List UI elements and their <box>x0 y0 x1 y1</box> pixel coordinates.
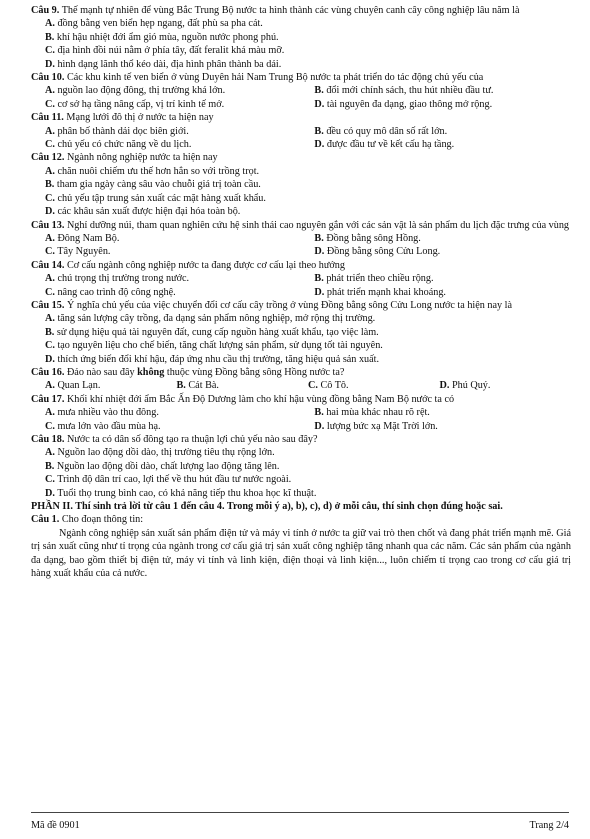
option-d: D. tài nguyên đa dạng, giao thông mở rộng. <box>314 98 493 110</box>
question-number: Câu 14. <box>31 259 65 271</box>
question-number: Câu 18. <box>31 434 65 445</box>
option-d: D. Đồng bằng sông Cửu Long. <box>314 246 441 258</box>
question-text-end: thuộc vùng Đồng bằng sông Hồng nước ta? <box>164 366 345 378</box>
page-number: Trang 2/4 <box>529 820 569 831</box>
page-footer <box>31 812 569 832</box>
option-c: C. Tây Nguyên. <box>45 246 111 258</box>
option-a: A. phân bố thành dải dọc biên giới. <box>45 125 189 137</box>
question-9 <box>31 4 571 71</box>
option-c: C. mưa lớn vào đầu mùa hạ. <box>45 420 161 432</box>
option-c: C. tạo nguyên liệu cho chế biến, tăng chất lượng sản phẩm, sử dụng tốt tài nguyên. <box>45 340 383 352</box>
question-text: Ngành nông nghiệp nước ta hiện nay <box>66 152 218 164</box>
question-text: Các khu kinh tế ven biển ở vùng Duyên hải Nam Trung Bộ nước ta phát triển do tác động chủ yếu của <box>66 72 484 84</box>
option-d: D. Phú Quý. <box>439 380 491 392</box>
option-b: B. khí hậu nhiệt đới ẩm gió mùa, nguồn nước phong phú. <box>45 31 279 43</box>
option-d: D. các khâu sản xuất được hiện đại hóa toàn bộ. <box>45 206 241 218</box>
option-b: B. tham gia ngày càng sâu vào chuỗi giá trị toàn cầu. <box>45 179 261 191</box>
exam-page <box>31 4 571 580</box>
option-a: A. Đông Nam Bộ. <box>45 232 120 244</box>
option-c: C. Cô Tô. <box>308 380 349 392</box>
question-10 <box>31 71 571 111</box>
question-text: Cho đoạn thông tin: <box>61 514 144 526</box>
part-2-heading: PHẦN II. Thí sinh trả lời từ câu 1 đến câu 4. Trong mỗi ý a), b), c), d) ở mỗi câu, thí sinh chọn đúng hoặc sai. <box>31 501 503 513</box>
option-c: C. chủ yếu có chức năng về du lịch. <box>45 139 192 151</box>
question-number: Câu 10. <box>31 72 65 84</box>
option-a: A. mưa nhiều vào thu đông. <box>45 407 159 419</box>
question-18 <box>31 433 571 500</box>
question-text: Cơ cấu ngành công nghiệp nước ta đang được cơ cấu lại theo hướng <box>66 259 345 271</box>
option-b: B. đều có quy mô dân số rất lớn. <box>314 125 448 137</box>
option-d: D. hình dạng lãnh thổ kéo dài, địa hình phân thành ba dải. <box>45 58 282 70</box>
question-text: Đảo nào sau đây <box>66 366 138 378</box>
option-c: C. cơ sở hạ tầng nâng cấp, vị trí kinh tế mở. <box>45 98 225 110</box>
option-d: D. được đầu tư về kết cấu hạ tầng. <box>314 139 455 151</box>
question-number: Câu 13. <box>31 219 65 231</box>
option-c: C. nâng cao trình độ công nghệ. <box>45 286 176 298</box>
option-b: B. đổi mới chính sách, thu hút nhiều đầu tư. <box>314 85 494 97</box>
option-a: A. chú trọng thị trường trong nước. <box>45 273 190 285</box>
option-b: B. Cát Bà. <box>176 380 219 392</box>
question-15 <box>31 299 571 366</box>
option-b: B. Đồng bằng sông Hồng. <box>314 232 421 244</box>
option-b: B. Nguồn lao động dồi dào, chất lượng lao động tăng lên. <box>45 460 280 472</box>
option-b: B. phát triển theo chiều rộng. <box>314 273 434 285</box>
option-a: A. Quan Lạn. <box>45 380 101 392</box>
option-d: D. thích ứng biến đổi khí hậu, đáp ứng nhu cầu thị trường, tăng hiệu quả sản xuất. <box>45 353 380 365</box>
option-a: A. đồng bằng ven biển hẹp ngang, đất phù sa pha cát. <box>45 18 263 30</box>
option-a: A. tăng sản lượng cây trồng, đa dạng sản phẩm nông nghiệp, mở rộng thị trường. <box>45 313 376 325</box>
part-2-question-1 <box>31 513 571 526</box>
emphasis-word: không <box>137 366 165 378</box>
question-number: Câu 9. <box>31 5 60 16</box>
question-16 <box>31 366 571 393</box>
option-d: D. lượng bức xạ Mặt Trời lớn. <box>314 420 438 432</box>
option-d: D. phát triển mạnh khai khoáng. <box>314 286 446 298</box>
exam-code: Mã đề 0901 <box>31 820 80 831</box>
question-number: Câu 16. <box>31 366 65 378</box>
question-11 <box>31 111 571 151</box>
question-number: Câu 17. <box>31 393 65 405</box>
question-text: Mạng lưới đô thị ở nước ta hiện nay <box>66 112 214 124</box>
option-c: C. Trình độ dân trí cao, lợi thế về thu hút đầu tư nước ngoài. <box>45 474 292 486</box>
option-c: C. chủ yếu tập trung sản xuất các mặt hàng xuất khẩu. <box>45 192 266 204</box>
question-14 <box>31 259 571 299</box>
option-a: A. Nguồn lao động dồi dào, thị trường tiêu thụ rộng lớn. <box>45 447 275 459</box>
info-paragraph: Ngành công nghiệp sản xuất sản phẩm điện tử và máy vi tính ở nước ta giữ vai trò then chốt và đang phát triển mạnh mẽ. Giá trị sản xuất cũng như tỉ trọng của ngành trong cơ cấu giá trị sản xuất công nghiệp tăng nhanh qua các năm. Các sản phẩm của ngành đa dạng, bao gồm thiết bị điện tử, máy vi tính và linh kiện, điện thoại và linh kiện..., luôn chiếm tỉ trọng cao trong cơ cấu giá trị hàng xuất khẩu của cả nước. <box>31 527 571 580</box>
question-number: Câu 15. <box>31 299 65 311</box>
option-c: C. địa hình đồi núi nằm ở phía tây, đất feralit khá màu mỡ. <box>45 45 285 57</box>
question-text: Nước ta có dân số đông tạo ra thuận lợi chủ yếu nào sau đây? <box>66 434 318 445</box>
question-17 <box>31 393 571 433</box>
question-number: Câu 12. <box>31 152 65 164</box>
option-d: D. Tuổi thọ trung bình cao, có khả năng tiếp thu khoa học kĩ thuật. <box>45 487 317 499</box>
option-a: A. chăn nuôi chiếm ưu thế hơn hẳn so với trồng trọt. <box>45 165 260 177</box>
option-b: B. hai mùa khác nhau rõ rệt. <box>314 407 430 419</box>
question-12 <box>31 151 571 218</box>
option-b: B. sử dụng hiệu quả tài nguyên đất, cung cấp nguồn hàng xuất khẩu, tạo việc làm. <box>45 326 379 338</box>
question-13 <box>31 219 571 259</box>
question-text: Nghỉ dưỡng núi, tham quan nghiên cứu hệ sinh thái cao nguyên gắn với các sản vật là sản phẩm du lịch đặc trưng của vùng <box>66 219 570 231</box>
question-number: Câu 11. <box>31 112 64 124</box>
question-text: Ý nghĩa chủ yếu của việc chuyển đổi cơ cấu cây trồng ở vùng Đồng bằng sông Cửu Long nước ta hiện nay là <box>66 299 513 311</box>
option-a: A. nguồn lao động đông, thị trường khá lớn. <box>45 85 226 97</box>
question-number: Câu 1. <box>31 514 60 526</box>
question-text: Thế mạnh tự nhiên để vùng Bắc Trung Bộ nước ta hình thành các vùng chuyên canh cây công nghiệp lâu năm là <box>61 5 520 16</box>
question-text: Khối khí nhiệt đới ẩm Bắc Ấn Độ Dương làm cho khí hậu vùng đồng bằng Nam Bộ nước ta có <box>66 393 455 405</box>
